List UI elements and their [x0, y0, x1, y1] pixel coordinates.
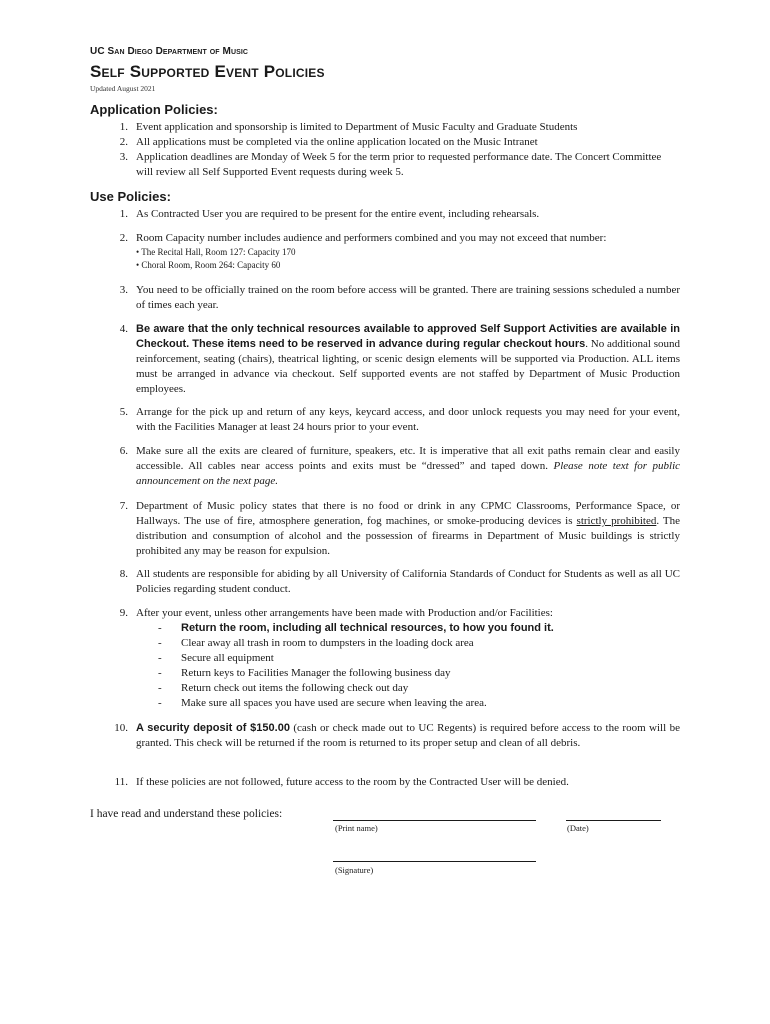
item-text: If these policies are not followed, future access to the room by the Contracted User will be denied.	[136, 776, 569, 788]
item-text: Application deadlines are Monday of Week 5 for the term prior to requested performance date. The Concert Committee will review all Self Supported Event requests during week 5.	[136, 151, 662, 178]
item-number: 4.	[119, 323, 128, 335]
item-number: 8.	[119, 568, 128, 580]
item-number: 9.	[119, 607, 128, 619]
item-text: . No additional sound reinforcement, seating (chairs), theatrical lighting, or scenic design elements will be supported via Production. ALL items must be arranged in advance via checkout. Self supported events are not staffed by Department of Music Production employees.	[136, 338, 681, 395]
date-line[interactable]	[566, 820, 661, 821]
item-text-block	[136, 444, 680, 489]
item-text: Event application and sponsorship is limited to Department of Music Faculty and Graduate Students	[136, 121, 578, 133]
item-number: 3.	[119, 284, 128, 296]
room-capacity-choral-room: • Choral Room, Room 264: Capacity 60	[136, 260, 281, 270]
item-text-block	[136, 231, 680, 272]
updated-date: Updated August 2021	[90, 84, 156, 93]
announcement-note: Please note text for public announcement on the next page.	[136, 460, 681, 487]
technical-resources-notice: Be aware that the only technical resources available to approved Self Support Activities are available in Checkout. These items need to be reserved in advance during regular checkout hours	[136, 323, 680, 350]
item-text-block	[136, 721, 680, 751]
application-policies-heading: Application Policies:	[90, 102, 218, 117]
item-text: All students are responsible for abiding by all University of California Standards of Conduct for Students as well as all UC Policies regarding student conduct.	[136, 568, 680, 595]
signature-caption: (Signature)	[335, 865, 374, 875]
use-policies-heading: Use Policies:	[90, 189, 171, 204]
item-text-block	[136, 322, 680, 397]
print-name-caption: (Print name)	[335, 823, 378, 833]
item-text: Arrange for the pick up and return of any keys, keycard access, and door unlock requests you may need for your event, with the Facilities Manager at least 24 hours prior to your event.	[136, 406, 680, 433]
security-deposit-notice: A security deposit of $150.00	[136, 722, 290, 734]
item-number: 11.	[114, 776, 128, 788]
checklist-item: - Secure all equipment	[158, 652, 274, 664]
strictly-prohibited-text: strictly prohibited	[576, 515, 657, 527]
item-number: 2.	[119, 232, 128, 244]
item-number: 3.	[119, 151, 128, 163]
checklist-item: - Clear away all trash in room to dumpsters in the loading dock area	[158, 637, 474, 649]
item-number: 6.	[119, 445, 128, 457]
item-text: Department of Music policy states that there is no food or drink in any CPMC Classrooms, Performance Space, or Hallways. The use of fire, atmosphere generation, fog machines, or smoke-producing devices is	[136, 500, 680, 527]
item-text: As Contracted User you are required to be present for the entire event, including rehearsals.	[136, 208, 540, 220]
item-text-block	[136, 499, 680, 559]
checklist-item: - Return check out items the following check out day	[158, 682, 409, 694]
checklist-item: - Make sure all spaces you have used are secure when leaving the area.	[158, 697, 487, 709]
item-number: 5.	[119, 406, 128, 418]
item-text: . The distribution and consumption of alcohol and the possession of firearms in Department of Music buildings is strictly prohibited any may be reason for expulsion.	[136, 515, 680, 557]
item-text: After your event, unless other arrangements have been made with Production and/or Facilities:	[136, 607, 553, 619]
item-number: 1.	[119, 208, 128, 220]
print-name-line[interactable]	[333, 820, 536, 821]
item-text: (cash or check made out to UC Regents) is required before access to the room will be granted. This check will be returned if the room is returned to its proper setup and clean of all debris.	[136, 722, 680, 749]
item-number: 10.	[114, 722, 128, 734]
signature-line[interactable]	[333, 861, 536, 862]
checklist-item: - Return keys to Facilities Manager the following business day	[158, 667, 451, 679]
page-title: Self Supported Event Policies	[90, 62, 325, 81]
department-name: UC San Diego Department of Music	[90, 46, 249, 57]
item-text-block	[136, 606, 680, 711]
checklist-item-return-room: - Return the room, including all technical resources, to how you found it.	[158, 622, 554, 634]
item-number: 2.	[119, 136, 128, 148]
item-text: All applications must be completed via the online application located on the Music Intranet	[136, 136, 538, 148]
item-number: 7.	[119, 500, 128, 512]
item-text: Room Capacity number includes audience and performers combined and you may not exceed that number:	[136, 232, 607, 244]
item-text: You need to be officially trained on the room before access will be granted. There are training sessions scheduled a number of times each year.	[136, 284, 680, 311]
item-text: Make sure all the exits are cleared of furniture, speakers, etc. It is imperative that all exit paths remain clear and easily accessible. All cables near access points and exits must be “dressed” and taped down.	[136, 445, 680, 472]
item-number: 1.	[119, 121, 128, 133]
room-capacity-recital-hall: • The Recital Hall, Room 127: Capacity 170	[136, 247, 296, 257]
date-caption: (Date)	[567, 823, 589, 833]
acknowledgement-text: I have read and understand these policies:	[90, 808, 283, 820]
